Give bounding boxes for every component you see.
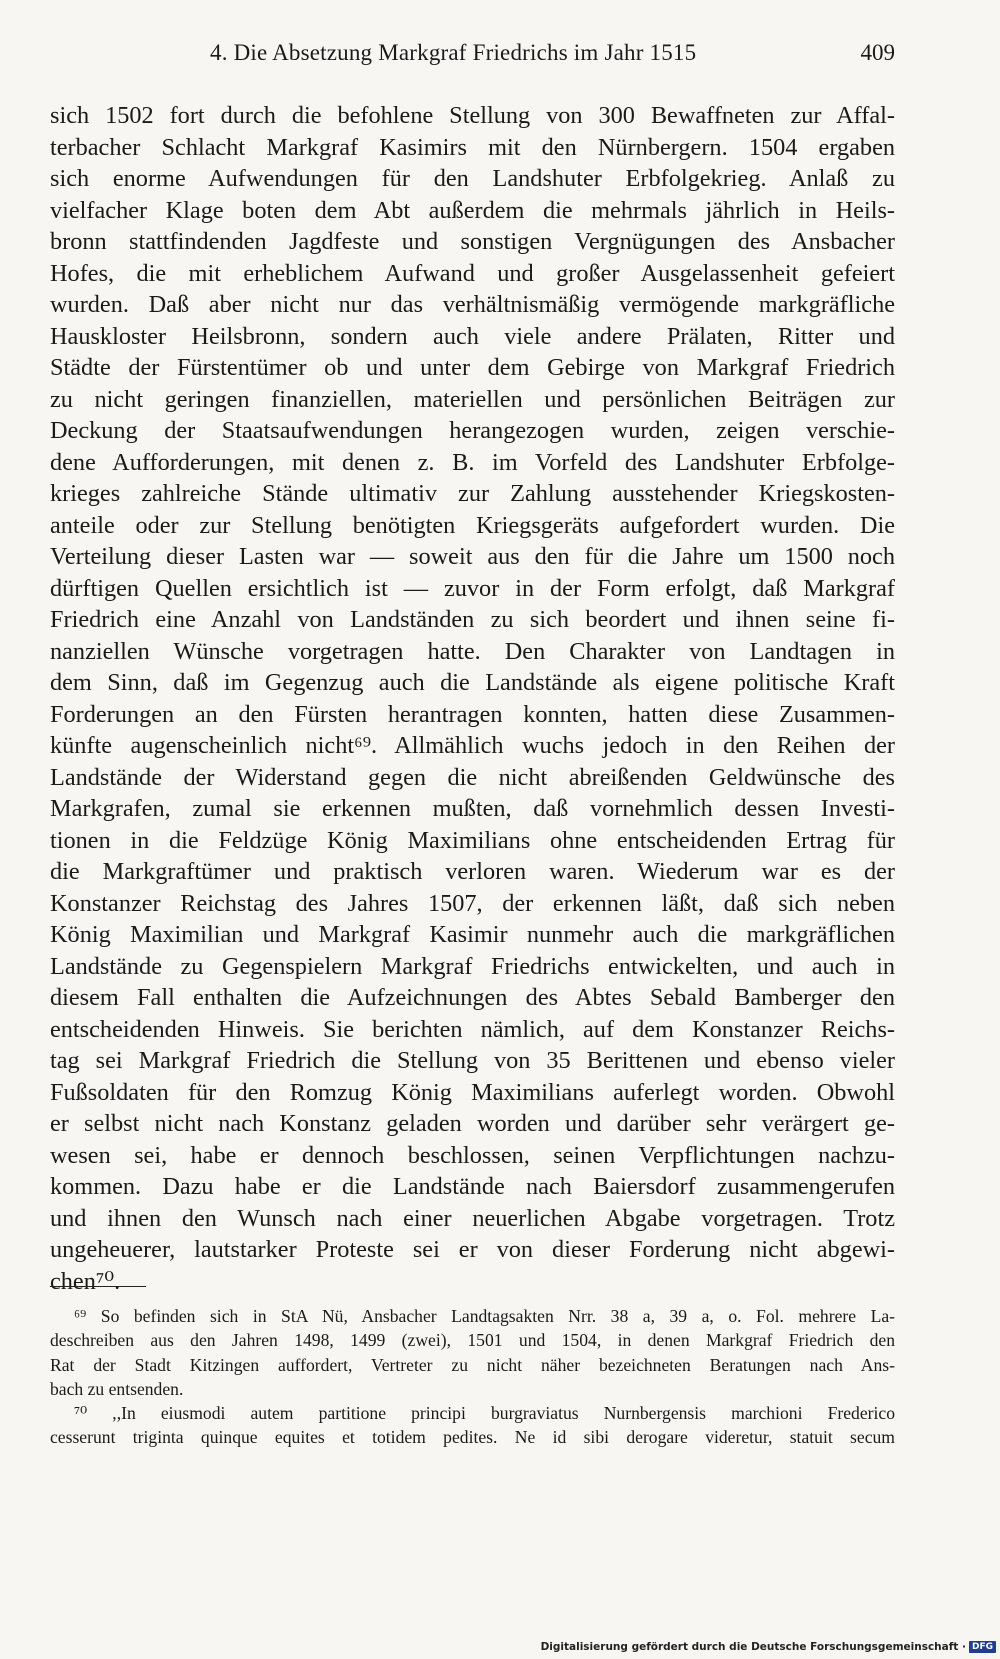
body-line: Fußsoldaten für den Romzug König Maximilians auferlegt worden. Obwohl	[50, 1078, 895, 1106]
running-header	[50, 40, 895, 80]
body-line: sich enorme Aufwendungen für den Landshuter Erbfolgekrieg. Anlaß zu	[50, 165, 895, 192]
body-line: zu nicht geringen finanziellen, materiellen und persönlichen Beiträgen zur	[50, 385, 895, 413]
body-line: Forderungen an den Fürsten herantragen konnten, hatten diese Zusammen-	[50, 700, 895, 728]
footnote	[50, 1401, 895, 1450]
body-line: kommen. Dazu habe er die Landstände nach Baiersdorf zusammengerufen	[50, 1173, 895, 1200]
dfg-logo: DFG	[969, 1641, 996, 1653]
page-number: 409	[860, 40, 895, 65]
body-line: König Maximilian und Markgraf Kasimir nunmehr auch die markgräflichen	[50, 921, 895, 948]
body-line: nanziellen Wünsche vorgetragen hatte. Den Charakter von Landtagen in	[50, 637, 895, 665]
body-line: künfte augenscheinlich nicht⁶⁹. Allmählich wuchs jedoch in den Reihen der	[50, 732, 895, 759]
footnote	[50, 1304, 895, 1401]
body-line: wesen sei, habe er dennoch beschlossen, seinen Verpflichtungen nachzu-	[50, 1141, 895, 1169]
running-title: 4. Die Absetzung Markgraf Friedrichs im Jahr 1515	[210, 40, 697, 65]
body-line: dürftigen Quellen ersichtlich ist — zuvor in der Form erfolgt, daß Markgraf	[50, 574, 895, 602]
body-line: Hofes, die mit erheblichem Aufwand und großer Ausgelassenheit gefeiert	[50, 259, 895, 287]
body-line: dem Sinn, daß im Gegenzug auch die Landstände als eigene politische Kraft	[50, 669, 895, 696]
body-line: Markgrafen, zumal sie erkennen mußten, daß vornehmlich dessen Investi-	[50, 795, 895, 822]
body-line: tionen in die Feldzüge König Maximilians ohne entscheidenden Ertrag für	[50, 826, 895, 854]
credit-text: Digitalisierung gefördert durch die Deutsche Forschungsgemeinschaft ·	[540, 1641, 966, 1653]
body-line: vielfacher Klage boten dem Abt außerdem die mehrmals jährlich in Heils-	[50, 196, 895, 224]
body-line: tag sei Markgraf Friedrich die Stellung von 35 Berittenen und ebenso vieler	[50, 1047, 895, 1074]
body-line: Konstanzer Reichstag des Jahres 1507, der erkennen läßt, daß sich neben	[50, 889, 895, 917]
body-line: chen⁷⁰.	[50, 1267, 121, 1295]
body-line: Friedrich eine Anzahl von Landständen zu sich beordert und ihnen seine fi-	[50, 606, 895, 633]
body-line: er selbst nicht nach Konstanz geladen worden und darüber sehr verärgert ge-	[50, 1110, 895, 1137]
footnotes	[50, 1304, 895, 1450]
body-line: diesem Fall enthalten die Aufzeichnungen des Abtes Sebald Bamberger den	[50, 984, 895, 1011]
body-line: wurden. Daß aber nicht nur das verhältnismäßig vermögende markgräfliche	[50, 291, 895, 318]
footnote-line: ⁶⁹ So befinden sich in StA Nü, Ansbacher Landtagsakten Nrr. 38 a, 39 a, o. Fol. mehrere La-	[74, 1306, 895, 1326]
body-line: sich 1502 fort durch die befohlene Stellung von 300 Bewaffneten zur Affal-	[50, 102, 895, 129]
footnote-line: bach zu entsenden.	[50, 1378, 184, 1399]
main-body-text	[50, 100, 895, 1297]
body-line: bronn stattfindenden Jagdfeste und sonstigen Vergnügungen des Ansbacher	[50, 228, 895, 255]
footnote-line: deschreiben aus den Jahren 1498, 1499 (zwei), 1501 und 1504, in denen Markgraf Friedrich den	[50, 1330, 895, 1351]
body-line: und ihnen den Wunsch nach einer neuerlichen Abgabe vorgetragen. Trotz	[50, 1204, 895, 1232]
body-line: krieges zahlreiche Stände ultimativ zur Zahlung ausstehender Kriegskosten-	[50, 480, 895, 507]
footnote-line: Rat der Stadt Kitzingen auffordert, Vertreter zu nicht näher bezeichneten Beratungen nach Ans-	[50, 1354, 895, 1375]
footnote-separator	[50, 1286, 146, 1287]
body-line: ungeheuerer, lautstarker Proteste sei er von dieser Forderung nicht abgewi-	[50, 1236, 895, 1263]
body-line: Verteilung dieser Lasten war — soweit aus den für die Jahre um 1500 noch	[50, 543, 895, 570]
body-line: Städte der Fürstentümer ob und unter dem Gebirge von Markgraf Friedrich	[50, 354, 895, 381]
body-line: Landstände der Widerstand gegen die nicht abreißenden Geldwünsche des	[50, 763, 895, 791]
body-line: Landstände zu Gegenspielern Markgraf Friedrichs entwickelten, und auch in	[50, 952, 895, 980]
body-line: entscheidenden Hinweis. Sie berichten nämlich, auf dem Konstanzer Reichs-	[50, 1015, 895, 1043]
footnote-line: ⁷⁰ ,,In eiusmodi autem partitione principi burgraviatus Nurnbergensis marchioni Frederico	[74, 1403, 895, 1424]
body-line: anteile oder zur Stellung benötigten Kriegsgeräts aufgefordert wurden. Die	[50, 511, 895, 539]
footnote-line: cesserunt triginta quinque equites et totidem pedites. Ne id sibi derogare videretur, statuit secum	[50, 1427, 895, 1448]
body-line: dene Aufforderungen, mit denen z. B. im Vorfeld des Landshuter Erbfolge-	[50, 448, 895, 476]
digitization-credit	[541, 1641, 996, 1653]
body-line: Deckung der Staatsaufwendungen herangezogen wurden, zeigen verschie-	[50, 417, 895, 444]
body-line: terbacher Schlacht Markgraf Kasimirs mit den Nürnbergern. 1504 ergaben	[50, 133, 895, 161]
body-line: die Markgraftümer und praktisch verloren waren. Wiederum war es der	[50, 858, 895, 885]
body-line: Hauskloster Heilsbronn, sondern auch viele andere Prälaten, Ritter und	[50, 322, 895, 350]
